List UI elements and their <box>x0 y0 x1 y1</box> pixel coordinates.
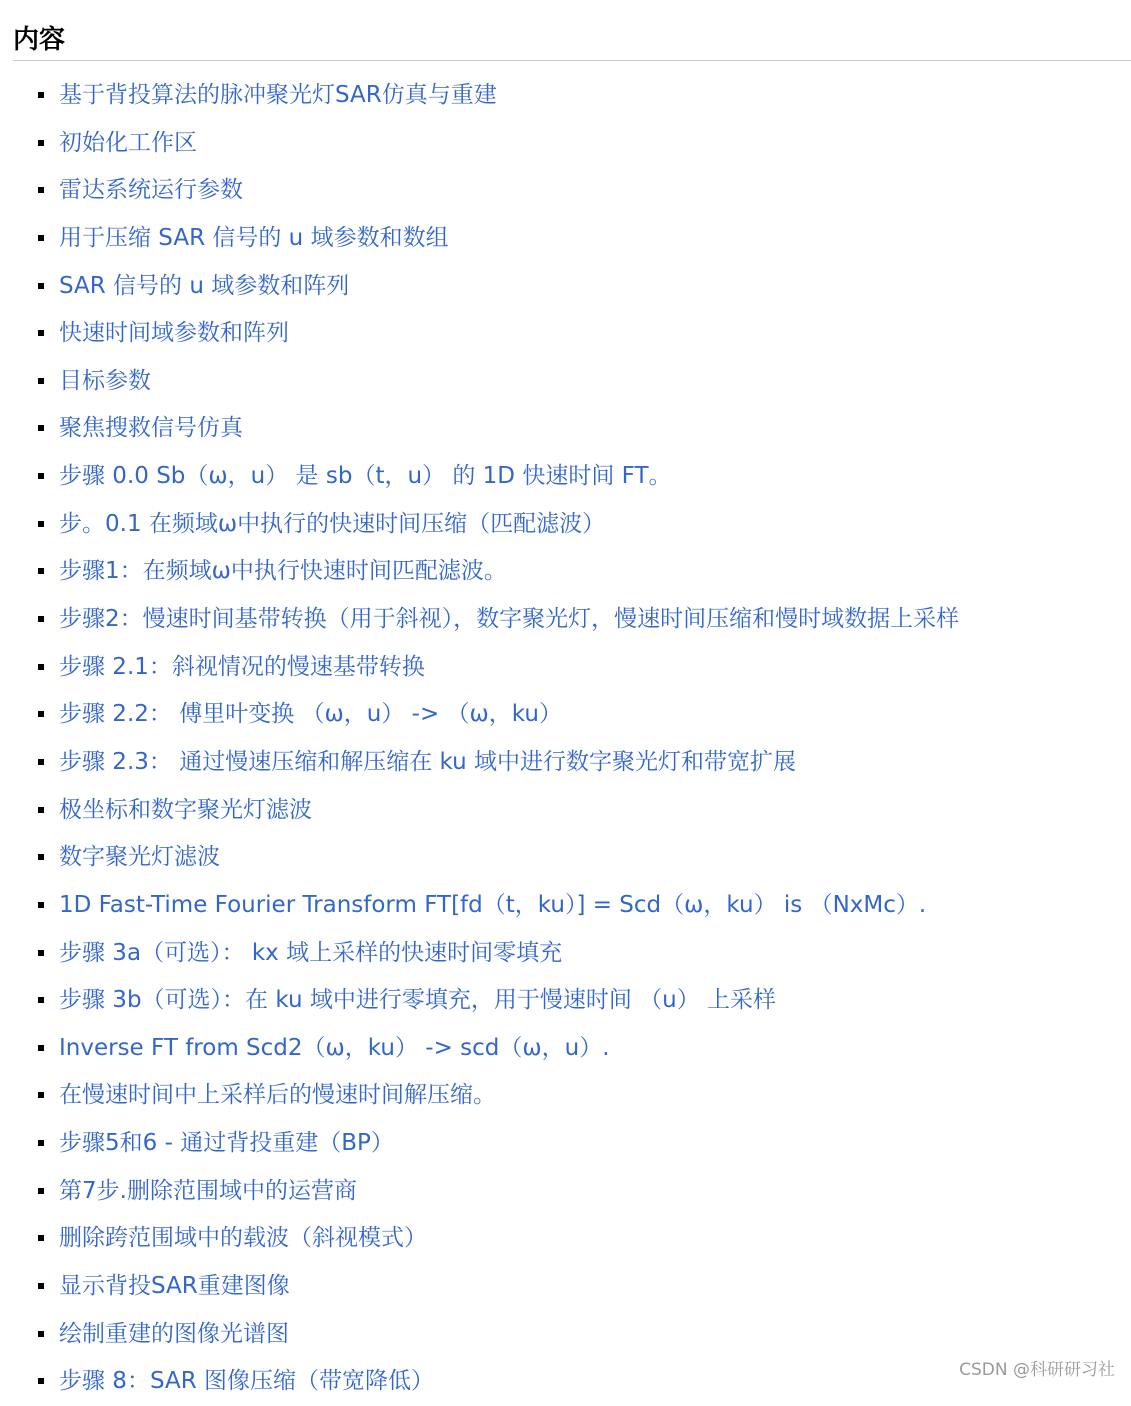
square-bullet-icon <box>38 1140 44 1146</box>
toc-link[interactable]: 用于压缩 SAR 信号的 u 域参数和数组 <box>59 224 449 251</box>
square-bullet-icon <box>38 1092 44 1098</box>
toc-item <box>0 310 1131 358</box>
toc-item <box>0 1072 1131 1120</box>
toc-link[interactable]: 雷达系统运行参数 <box>59 177 243 204</box>
toc-link[interactable]: 步骤5和6 - 通过背投重建（BP） <box>59 1130 394 1157</box>
toc-item <box>0 596 1131 644</box>
square-bullet-icon <box>38 759 44 765</box>
toc-item <box>0 358 1131 406</box>
toc-link[interactable]: 1D Fast-Time Fourier Transform FT[fd（t，ku）] = Scd（ω，ku） is （NxMc）. <box>59 891 927 918</box>
toc-item <box>0 120 1131 168</box>
square-bullet-icon <box>38 521 44 527</box>
toc-item <box>0 691 1131 739</box>
toc-item <box>0 1263 1131 1311</box>
toc-link[interactable]: 步骤 3b（可选）：在 ku 域中进行零填充，用于慢速时间 （u） 上采样 <box>59 987 777 1014</box>
toc-item <box>0 834 1131 882</box>
square-bullet-icon <box>38 187 44 193</box>
toc-link[interactable]: 极坐标和数字聚光灯滤波 <box>59 796 312 823</box>
square-bullet-icon <box>38 854 44 860</box>
square-bullet-icon <box>38 1045 44 1051</box>
toc-item <box>0 1025 1131 1073</box>
toc-item <box>0 72 1131 120</box>
toc-link[interactable]: 步骤 3a（可选）： kx 域上采样的快速时间零填充 <box>59 939 563 966</box>
square-bullet-icon <box>38 473 44 479</box>
square-bullet-icon <box>38 902 44 908</box>
square-bullet-icon <box>38 140 44 146</box>
square-bullet-icon <box>38 1378 44 1384</box>
toc-list <box>0 72 1131 1406</box>
square-bullet-icon <box>38 1331 44 1337</box>
square-bullet-icon <box>38 711 44 717</box>
toc-link[interactable]: 步。0.1 在频域ω中执行的快速时间压缩（匹配滤波） <box>59 510 606 537</box>
toc-link[interactable]: 数字聚光灯滤波 <box>59 844 220 871</box>
toc-link[interactable]: 第7步.删除范围域中的运营商 <box>59 1177 357 1204</box>
toc-link[interactable]: SAR 信号的 u 域参数和阵列 <box>59 272 350 299</box>
toc-link[interactable]: 绘制重建的图像光谱图 <box>59 1320 289 1347</box>
toc-item <box>0 1120 1131 1168</box>
toc-heading: 内容 <box>13 25 66 55</box>
toc-link[interactable]: 删除跨范围域中的载波（斜视模式） <box>59 1225 427 1252</box>
square-bullet-icon <box>38 664 44 670</box>
toc-link[interactable]: Inverse FT from Scd2（ω，ku） -> scd（ω，u）. <box>59 1034 610 1061</box>
toc-item <box>0 215 1131 263</box>
toc-link[interactable]: 步骤 8：SAR 图像压缩（带宽降低） <box>59 1368 434 1395</box>
square-bullet-icon <box>38 235 44 241</box>
square-bullet-icon <box>38 807 44 813</box>
toc-link[interactable]: 快速时间域参数和阵列 <box>59 320 289 347</box>
square-bullet-icon <box>38 92 44 98</box>
toc-item <box>0 739 1131 787</box>
square-bullet-icon <box>38 1283 44 1289</box>
toc-link[interactable]: 目标参数 <box>59 367 151 394</box>
square-bullet-icon <box>38 378 44 384</box>
toc-link[interactable]: 显示背投SAR重建图像 <box>59 1273 290 1300</box>
toc-link[interactable]: 步骤 0.0 Sb（ω，u） 是 sb（t，u） 的 1D 快速时间 FT。 <box>59 463 672 490</box>
square-bullet-icon <box>38 425 44 431</box>
square-bullet-icon <box>38 616 44 622</box>
toc-item <box>0 1311 1131 1359</box>
toc-item <box>0 501 1131 549</box>
toc-item <box>0 882 1131 930</box>
toc-link[interactable]: 步骤 2.3： 通过慢速压缩和解压缩在 ku 域中进行数字聚光灯和带宽扩展 <box>59 748 797 775</box>
toc-link[interactable]: 基于背投算法的脉冲聚光灯SAR仿真与重建 <box>59 82 497 108</box>
toc-item <box>0 1215 1131 1263</box>
square-bullet-icon <box>38 950 44 956</box>
square-bullet-icon <box>38 1235 44 1241</box>
toc-item <box>0 977 1131 1025</box>
toc-item <box>0 1168 1131 1216</box>
toc-item <box>0 930 1131 978</box>
square-bullet-icon <box>38 997 44 1003</box>
toc-link[interactable]: 步骤 2.2： 傅里叶变换 （ω，u） -> （ω，ku） <box>59 701 562 728</box>
square-bullet-icon <box>38 568 44 574</box>
toc-item <box>0 644 1131 692</box>
toc-link[interactable]: 步骤2：慢速时间基带转换（用于斜视），数字聚光灯，慢速时间压缩和慢时域数据上采样 <box>59 606 960 633</box>
toc-link[interactable]: 步骤1：在频域ω中执行快速时间匹配滤波。 <box>59 558 507 585</box>
toc-item <box>0 167 1131 215</box>
heading-divider <box>13 60 1131 61</box>
toc-link[interactable]: 在慢速时间中上采样后的慢速时间解压缩。 <box>59 1082 496 1109</box>
toc-item <box>0 453 1131 501</box>
csdn-watermark: CSDN @科研研习社 <box>959 1360 1115 1380</box>
toc-item <box>0 787 1131 835</box>
toc-link[interactable]: 步骤 2.1：斜视情况的慢速基带转换 <box>59 653 425 680</box>
toc-link[interactable]: 初始化工作区 <box>59 129 197 156</box>
toc-item <box>0 263 1131 311</box>
square-bullet-icon <box>38 330 44 336</box>
toc-link[interactable]: 聚焦搜救信号仿真 <box>59 415 243 442</box>
square-bullet-icon <box>38 283 44 289</box>
square-bullet-icon <box>38 1188 44 1194</box>
toc-item <box>0 405 1131 453</box>
toc-item <box>0 548 1131 596</box>
